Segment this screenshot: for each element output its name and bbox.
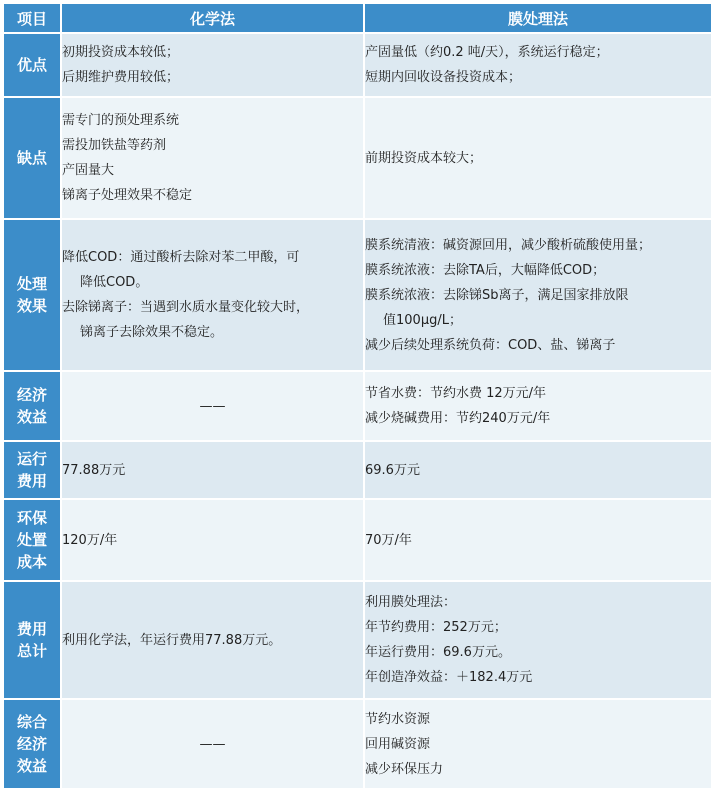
cell-line: 69.6万元	[365, 462, 420, 478]
cell-line: 回用碱资源	[365, 736, 431, 752]
cell-line: 减少烧碱费用：节约240万元/年	[365, 411, 551, 426]
row-label	[4, 372, 60, 440]
row-label	[4, 582, 60, 698]
membrane-cell	[365, 372, 711, 440]
row-label-text: 总计	[16, 642, 47, 660]
row-operating-cost	[4, 442, 711, 498]
cell-line: 节省水费：节约水费 12万元/年	[365, 386, 547, 401]
row-label-text: 综合	[16, 713, 47, 731]
cell-line: 膜系统浓液：去除锑Sb离子，满足国家排放限	[365, 287, 629, 303]
cell-line: 值100μg/L；	[383, 312, 462, 328]
cell-line: 前期投资成本较大；	[365, 150, 483, 166]
row-label-text: 费用	[16, 472, 47, 490]
row-label-text: 效益	[16, 408, 47, 426]
membrane-cell	[365, 220, 711, 370]
cell-line: 膜系统清液：碱资源回用，减少酸析硫酸使用量；	[365, 237, 652, 253]
cell-line: ——	[199, 398, 226, 414]
cell-line: 节约水资源	[365, 711, 431, 727]
cell-line: 减少环保压力	[365, 761, 444, 777]
row-label-text: 经济	[16, 386, 47, 404]
chemical-cell	[62, 220, 363, 370]
membrane-cell	[365, 500, 711, 580]
row-label-text: 环保	[16, 509, 47, 527]
cell-line: 70万/年	[365, 532, 412, 548]
row-label-text: 运行	[16, 450, 47, 468]
cell-line: 后期维护费用较低；	[62, 70, 180, 85]
row-label-text: 优点	[16, 56, 47, 74]
membrane-cell	[365, 98, 711, 218]
membrane-cell	[365, 700, 711, 788]
cell-line: 锑离子处理效果不稳定	[62, 188, 193, 203]
header-membrane-method: 膜处理法	[365, 4, 711, 32]
chemical-cell	[62, 442, 363, 498]
row-label-text: 成本	[16, 553, 47, 571]
cell-line: 需投加铁盐等药剂	[62, 138, 167, 153]
comparison-table	[2, 2, 713, 790]
cell-line: 77.88万元	[62, 462, 126, 478]
cell-line: 减少后续处理系统负荷：COD、盐、锑离子	[365, 337, 616, 353]
row-label	[4, 98, 60, 218]
cell-line: 年运行费用：69.6万元。	[365, 645, 511, 660]
row-total-cost	[4, 582, 711, 698]
row-comprehensive-economic-benefit	[4, 700, 711, 788]
header-item: 项目	[4, 4, 60, 32]
cell-line: 需专门的预处理系统	[62, 113, 180, 128]
cell-line: ——	[199, 736, 226, 752]
row-environmental-disposal-cost	[4, 500, 711, 580]
header-chemical-method: 化学法	[62, 4, 363, 32]
row-label-text: 处理	[16, 275, 47, 293]
cell-line: 降低COD：通过酸析去除对苯二甲酸，可	[62, 250, 300, 265]
membrane-cell	[365, 34, 711, 96]
cell-line: 年节约费用：252万元；	[365, 620, 507, 635]
cell-line: 降低COD。	[80, 275, 149, 290]
cell-line: 产固量大	[62, 163, 115, 178]
row-label-text: 费用	[16, 620, 47, 638]
row-label-text: 缺点	[16, 149, 47, 167]
membrane-cell	[365, 582, 711, 698]
row-disadvantages	[4, 98, 711, 218]
row-label-text: 处置	[16, 531, 47, 549]
row-advantages	[4, 34, 711, 96]
row-treatment-effect	[4, 220, 711, 370]
chemical-cell	[62, 34, 363, 96]
row-label-text: 效果	[16, 297, 47, 315]
row-label	[4, 220, 60, 370]
row-label	[4, 34, 60, 96]
row-label	[4, 442, 60, 498]
cell-line: 短期内回收设备投资成本；	[365, 70, 522, 85]
cell-line: 去除锑离子：当遇到水质水量变化较大时，	[62, 300, 310, 315]
cell-line: 利用膜处理法：	[365, 595, 457, 610]
row-label	[4, 500, 60, 580]
header-row	[4, 4, 711, 32]
row-label-text: 经济	[16, 735, 47, 753]
cell-line: 初期投资成本较低；	[62, 45, 180, 60]
row-label	[4, 700, 60, 788]
chemical-cell	[62, 582, 363, 698]
cell-line: 膜系统浓液：去除TA后，大幅降低COD；	[365, 262, 606, 278]
membrane-cell	[365, 442, 711, 498]
cell-line: 120万/年	[62, 532, 118, 548]
row-label-text: 效益	[16, 757, 47, 775]
cell-line: 年创造净效益：＋182.4万元	[365, 670, 533, 685]
chemical-cell	[62, 700, 363, 788]
chemical-cell	[62, 500, 363, 580]
cell-line: 利用化学法，年运行费用77.88万元。	[62, 632, 282, 648]
cell-line: 锑离子去除效果不稳定。	[80, 325, 224, 340]
cell-line: 产固量低（约0.2 吨/天），系统运行稳定；	[365, 45, 609, 60]
chemical-cell	[62, 372, 363, 440]
row-economic-benefit	[4, 372, 711, 440]
chemical-cell	[62, 98, 363, 218]
